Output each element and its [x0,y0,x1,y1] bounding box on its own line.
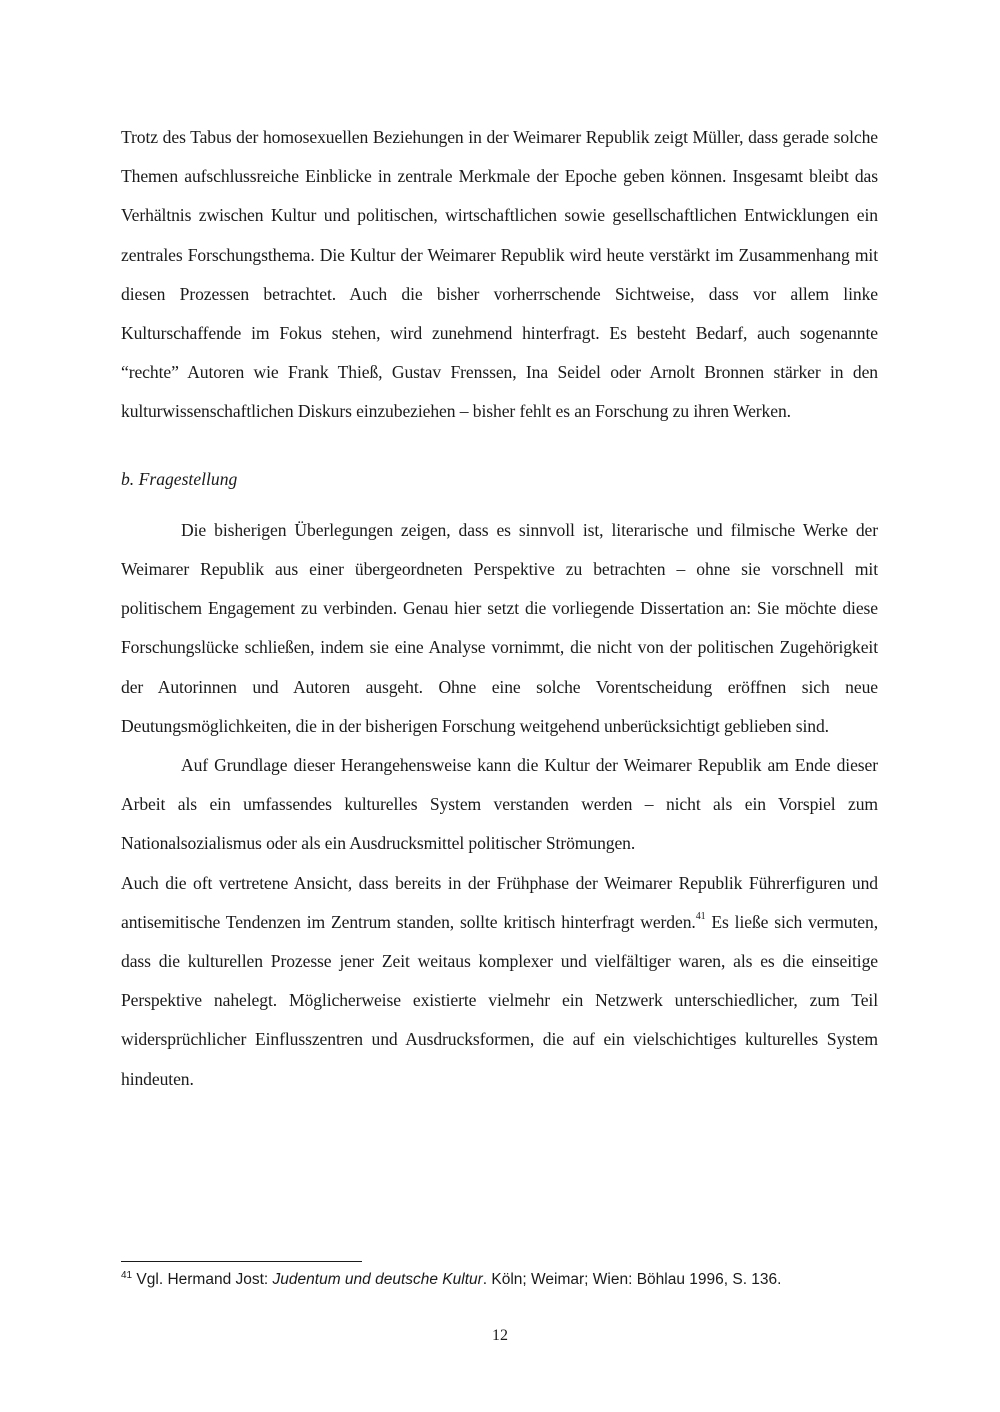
footnote-reference[interactable]: 41 [695,911,706,922]
paragraph-critique-text-b: Es ließe sich vermuten, dass die kulturellen Prozesse jener Zeit weitaus komplexer und vielfältiger waren, als es die einseitige Perspektive nahelegt. Möglicherweise existierte vielmehr ein Netzwerk unterschiedlicher, zum Teil widersprüchlicher Einflusszentren und Ausdrucksformen, die auf ein vielschichtiges kulturelles System hindeuten. [121,911,878,1089]
footnote-separator [121,1261,362,1262]
footnote-prefix: Vgl. Hermand Jost: [132,1271,273,1288]
footnote-number: 41 [121,1269,133,1281]
paragraph-critique [121,864,878,1099]
document-body [121,118,878,1099]
paragraph-approach: Auf Grundlage dieser Herangehensweise kann die Kultur der Weimarer Republik am Ende dieser Arbeit als ein umfassendes kulturelles System verstanden werden – nicht als ein Vorspiel zum Nationalsozialismus oder als ein Ausdrucksmittel politischer Strömungen. [121,755,878,854]
footnote [121,1270,881,1290]
footnote-suffix: . Köln; Weimar; Wien: Böhlau 1996, S. 136. [482,1271,782,1288]
paragraph-critique-text-a: Auch die oft vertretene Ansicht, dass bereits in der Frühphase der Weimarer Republik Führerfiguren und antisemitische Tendenzen im Zentrum standen, sollte kritisch hinterfragt werden. [121,872,878,932]
paragraph-intro: Trotz des Tabus der homosexuellen Beziehungen in der Weimarer Republik zeigt Müller, dass gerade solche Themen aufschlussreiche Einblicke in zentrale Merkmale der Epoche geben können. Insgesamt bleibt das Verhältnis zwischen Kultur und politischen, wirtschaftlichen sowie gesellschaftlichen Entwicklungen ein zentrales Forschungsthema. Die Kultur der Weimarer Republik wird heute verstärkt im Zusammenhang mit diesen Prozessen betrachtet. Auch die bisher vorherrschende Sichtweise, dass vor allem linke Kulturschaffende im Fokus stehen, wird zunehmend hinterfragt. Es besteht Bedarf, auch sogenannte “rechte” Autoren wie Frank Thieß, Gustav Frenssen, Ina Seidel oder Arnolt Bronnen stärker in den kulturwissenschaftlichen Diskurs einzubeziehen – bisher fehlt es an Forschung zu ihren Werken. [121,127,878,422]
page-number: 12 [492,1327,508,1344]
section-heading: b. Fragestellung [121,468,238,489]
paragraph-research-question: Die bisherigen Überlegungen zeigen, dass es sinnvoll ist, literarische und filmische Werke der Weimarer Republik aus einer übergeordneten Perspektive zu betrachten – ohne sie vorschnell mit politischem Engagement zu verbinden. Genau hier setzt die vorliegende Dissertation an: Sie möchte diese Forschungslücke schließen, indem sie eine Analyse vornimmt, die nicht von der politischen Zugehörigkeit der Autorinnen und Autoren ausgeht. Ohne eine solche Vorentscheidung eröffnen sich neue Deutungsmöglichkeiten, die in der bisherigen Forschung weitgehend unberücksichtigt geblieben sind. [121,519,878,736]
footnote-title: Judentum und deutsche Kultur [272,1271,483,1288]
